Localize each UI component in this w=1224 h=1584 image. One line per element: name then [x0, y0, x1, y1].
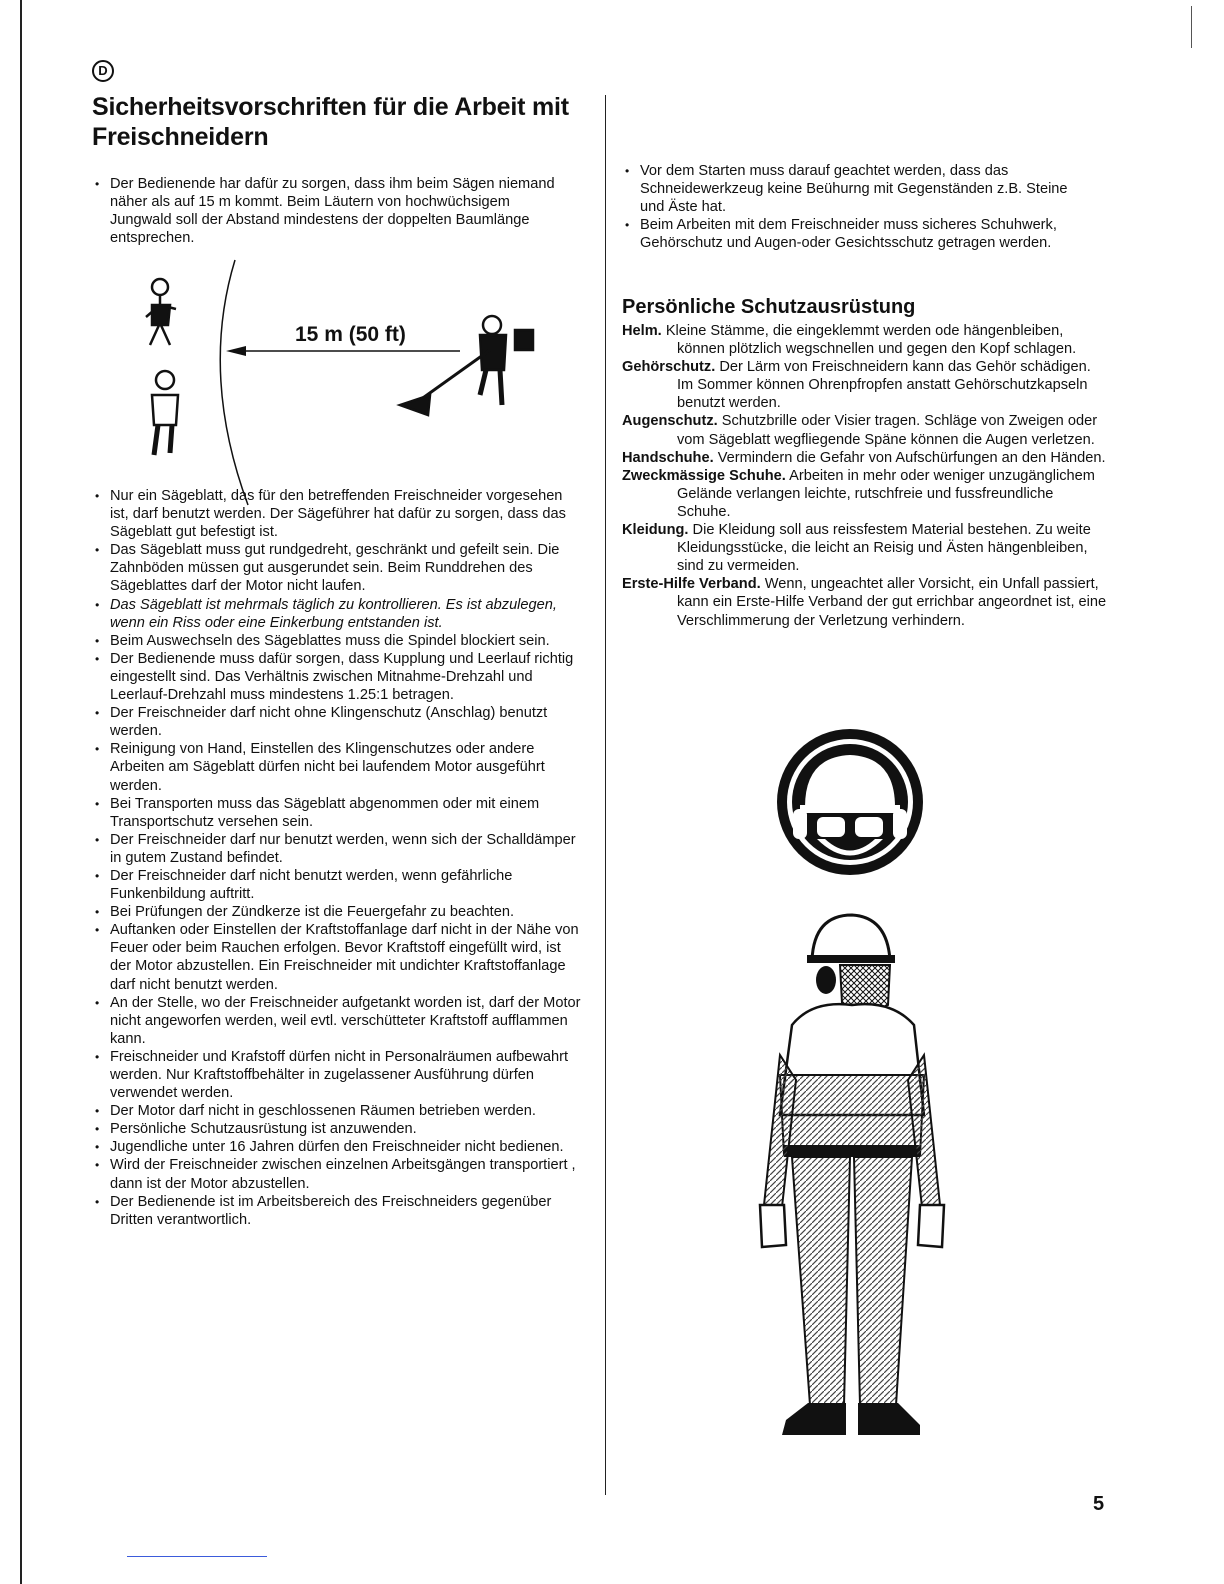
ppe-entry	[622, 358, 1107, 412]
list-item: • Der Bedienende ist im Arbeitsbereich des Freischneiders gegenüber Dritten verantwortlich.	[92, 1193, 582, 1229]
list-item: • Bei Prüfungen der Zündkerze ist die Feuergefahr zu beachten.	[92, 903, 582, 921]
column-divider	[605, 95, 606, 1495]
list-item: • Nur ein Sägeblatt, das für den betreffenden Freischneider vorgesehen ist, darf benutzt werden. Der Sägeführer hat dafür zu sorgen, dass das Sägeblatt gut befestigt ist.	[92, 487, 582, 541]
ppe-term: Gehörschutz.	[622, 359, 716, 376]
ppe-term: Kleidung.	[622, 522, 689, 539]
distance-diagram	[130, 255, 550, 510]
ppe-entry	[622, 412, 1107, 448]
ppe-text: Wenn, ungeachtet aller Vorsicht, ein Unfall passiert, kann ein Erste-Hilfe Verband der gut errichbar angeordnet ist, eine Verschlimmerung der Verletzung verhindern.	[677, 576, 1107, 629]
list-item: • Bei Transporten muss das Sägeblatt abgenommen oder mit einem Transportschutz versehen sein.	[92, 795, 582, 831]
list-item: • Beim Auswechseln des Sägeblattes muss die Spindel blockiert sein.	[92, 632, 582, 650]
list-item: • Reinigung von Hand, Einstellen des Klingenschutzes oder andere Arbeiten am Sägeblatt dürfen nicht bei laufendem Motor ausgeführt werden.	[92, 740, 582, 794]
list-item: • Das Sägeblatt ist mehrmals täglich zu kontrollieren. Es ist abzulegen, wenn ein Riss oder eine Einkerbung entstanden ist.	[92, 596, 582, 632]
list-item: • An der Stelle, wo der Freischneider aufgetankt worden ist, darf der Motor nicht angeworfen werden, weil evtl. verschütteter Kraftstoff aufflammen kann.	[92, 994, 582, 1048]
ppe-entry	[622, 467, 1107, 521]
intro-list	[92, 175, 572, 247]
list-item: • Der Freischneider darf nicht benutzt werden, wenn gefährliche Funkenbildung auftritt.	[92, 867, 582, 903]
ppe-term: Helm.	[622, 323, 662, 339]
ppe-text: Die Kleidung soll aus reissfestem Material bestehen. Zu weite Kleidungsstücke, die leicht an Reisig und Ästen hängenbleiben, sind zu vermeiden.	[677, 522, 1091, 575]
ppe-text: Arbeiten in mehr oder weniger unzugänglichem Gelände verlangen leichte, rutschfreie und fussfreundliche Schuhe.	[677, 467, 1095, 520]
safety-rules-list	[92, 487, 582, 1229]
bystander-icon	[152, 371, 178, 455]
list-item: • Der Freischneider darf nur benutzt werden, wenn sich der Schalldämper in gutem Zustand befindet.	[92, 831, 582, 867]
list-item: • Vor dem Starten muss darauf geachtet werden, dass das Schneidewerkzeug keine Beühurng mit Gegenständen z.B. Steine und Äste hat.	[622, 162, 1092, 216]
distance-arc	[220, 260, 248, 505]
page-edge-right	[1191, 6, 1192, 48]
list-item: • Der Motor darf nicht in geschlossenen Räumen betrieben werden.	[92, 1102, 582, 1120]
list-item: • Der Bedienende muss dafür sorgen, dass Kupplung und Leerlauf richtig eingestellt sind. Das Verhältnis zwischen Mitnahme-Drehzahl und Leerlauf-Drehzahl muss mindestens 1.25:1 betragen.	[92, 650, 582, 704]
operator-icon	[400, 316, 533, 415]
ppe-text: Kleine Stämme, die eingeklemmt werden ode hängenbleiben, können plötzlich wegschnellen und gegen den Kopf schlagen.	[665, 323, 1077, 358]
list-item: • Wird der Freischneider zwischen einzelnen Arbeitsgängen transportiert , dann ist der Motor abzustellen.	[92, 1156, 582, 1192]
list-item: • Das Sägeblatt muss gut rundgedreht, geschränkt und gefeilt sein. Die Zahnböden müssen gut ausgerundet sein. Beim Runddrehen des Sägeblattes darf der Motor nicht laufen.	[92, 541, 582, 595]
ppe-entry	[622, 521, 1107, 575]
distance-label: 15 m (50 ft)	[295, 323, 406, 346]
list-item: • Beim Arbeiten mit dem Freischneider muss sicheres Schuhwerk, Gehörschutz und Augen-oder Gesichtsschutz getragen werden.	[622, 216, 1092, 252]
ppe-list	[622, 322, 1107, 630]
ppe-entry	[622, 575, 1107, 629]
section-heading: Persönliche Schutzausrüstung	[622, 296, 916, 318]
ppe-text: Vermindern die Gefahr von Aufschürfungen an den Händen.	[717, 449, 1106, 466]
ppe-term: Handschuhe.	[622, 449, 714, 466]
ppe-term: Erste-Hilfe Verband.	[622, 576, 761, 593]
page-title: Sicherheitsvorschriften für die Arbeit mit Freischneidern	[92, 93, 569, 151]
footer-rule	[127, 1556, 267, 1557]
language-badge: D	[92, 60, 114, 82]
page-number: 5	[1093, 1493, 1105, 1515]
ppe-term: Augenschutz.	[622, 413, 718, 430]
arrow-head-icon	[226, 346, 246, 356]
bystander-icon	[146, 279, 176, 345]
ppe-term: Zweckmässige Schuhe.	[622, 467, 786, 484]
start-rules-list	[622, 162, 1092, 252]
list-item: • Auftanken oder Einstellen der Kraftstoffanlage darf nicht in der Nähe von Feuer oder beim Rauchen erfolgen. Bevor Kraftstoff eingefüllt wird, ist der Motor abzustellen. Ein Freischneider mit undichter Kraftstoffanlage darf nicht benutzt werden.	[92, 921, 582, 993]
safety-helmet-sign-icon	[775, 727, 925, 877]
ppe-text: Der Lärm von Freischneidern kann das Gehör schädigen. Im Sommer können Ohrenpfropfen anstatt Gehörschutzkapseln benutzt werden.	[677, 359, 1091, 412]
list-item: • Freischneider und Krafstoff dürfen nicht in Personalräumen aufbewahrt werden. Nur Kraftstoffbehälter in zugelassener Ausführung dürfen verwendet werden.	[92, 1048, 582, 1102]
ppe-entry	[622, 449, 1107, 467]
list-item: • Persönliche Schutzausrüstung ist anzuwenden.	[92, 1120, 582, 1138]
list-item: • Der Freischneider darf nicht ohne Klingenschutz (Anschlag) benutzt werden.	[92, 704, 582, 740]
protective-equipment-figure	[752, 905, 952, 1445]
list-item: • Der Bedienende har dafür zu sorgen, dass ihm beim Sägen niemand näher als auf 15 m kommt. Beim Läutern von hochwüchsigem Jungwald soll der Abstand mindestens der doppelten Baumlänge entsprechen.	[92, 175, 572, 247]
ppe-text: Schutzbrille oder Visier tragen. Schläge von Zweigen oder vom Sägeblatt wegfliegende Späne können die Augen verletzen.	[677, 413, 1098, 448]
list-item: • Jugendliche unter 16 Jahren dürfen den Freischneider nicht bedienen.	[92, 1138, 582, 1156]
ppe-entry	[622, 322, 1107, 358]
page-edge-left	[20, 0, 22, 1584]
